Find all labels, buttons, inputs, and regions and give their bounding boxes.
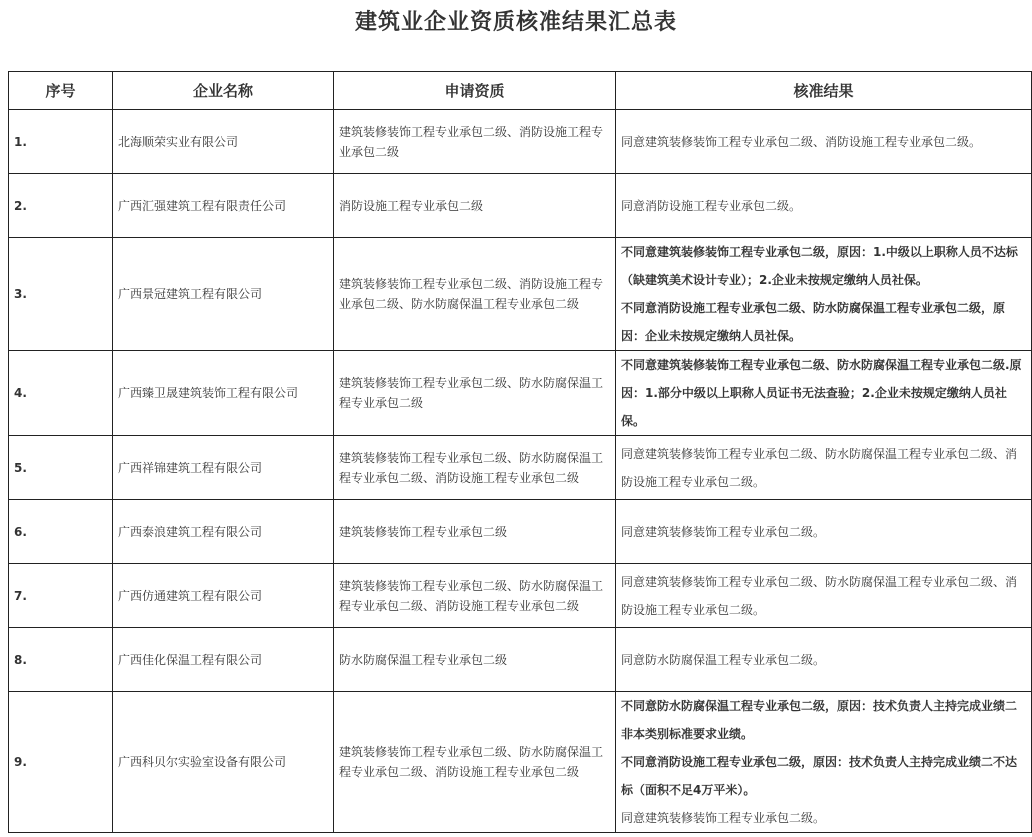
cell-application: 建筑装修装饰工程专业承包二级、防水防腐保温工程专业承包二级、消防设施工程专业承包二级: [334, 436, 616, 500]
cell-application: 防水防腐保温工程专业承包二级: [334, 628, 616, 692]
result-line: 同意消防设施工程专业承包二级。: [621, 198, 802, 213]
cell-no: 1.: [9, 110, 113, 174]
cell-company-name: 北海顺荣实业有限公司: [113, 110, 334, 174]
cell-company-name: 广西科贝尔实验室设备有限公司: [113, 692, 334, 833]
cell-application: 消防设施工程专业承包二级: [334, 174, 616, 238]
header-name: 企业名称: [113, 72, 334, 110]
cell-no: 6.: [9, 500, 113, 564]
cell-result: [616, 238, 1032, 351]
result-line: 同意建筑装修装饰工程专业承包二级。: [621, 811, 826, 825]
cell-company-name: 广西仿通建筑工程有限公司: [113, 564, 334, 628]
cell-company-name: 广西景冠建筑工程有限公司: [113, 238, 334, 351]
cell-company-name: 广西佳化保温工程有限公司: [113, 628, 334, 692]
page-title: 建筑业企业资质核准结果汇总表: [354, 9, 677, 35]
result-line: 同意防水防腐保温工程专业承包二级。: [621, 652, 826, 667]
table-row: [9, 692, 1032, 833]
result-table: [8, 71, 1032, 833]
cell-application: 建筑装修装饰工程专业承包二级、防水防腐保温工程专业承包二级、消防设施工程专业承包二级: [334, 692, 616, 833]
cell-result: [616, 436, 1032, 500]
cell-company-name: 广西泰浪建筑工程有限公司: [113, 500, 334, 564]
cell-application: 建筑装修装饰工程专业承包二级、防水防腐保温工程专业承包二级: [334, 351, 616, 436]
result-line: 不同意建筑装修装饰工程专业承包二级、防水防腐保温工程专业承包二级.原因：1.部分中级以上职称人员证书无法查验；2.企业未按规定缴纳人员社保。: [621, 358, 1022, 428]
result-line: 同意建筑装修装饰工程专业承包二级、防水防腐保温工程专业承包二级、消防设施工程专业承包二级。: [621, 446, 1018, 489]
cell-application: 建筑装修装饰工程专业承包二级: [334, 500, 616, 564]
cell-result: [616, 692, 1032, 833]
cell-application: 建筑装修装饰工程专业承包二级、防水防腐保温工程专业承包二级、消防设施工程专业承包二级: [334, 564, 616, 628]
cell-no: 8.: [9, 628, 113, 692]
cell-result: [616, 500, 1032, 564]
header-application: 申请资质: [334, 72, 616, 110]
table-row: [9, 436, 1032, 500]
header-result: 核准结果: [616, 72, 1032, 110]
cell-result: [616, 174, 1032, 238]
cell-no: 9.: [9, 692, 113, 833]
result-line: 不同意消防设施工程专业承包二级，原因：技术负责人主持完成业绩二不达标（面积不足4万平米）。: [621, 755, 1018, 797]
cell-result: [616, 628, 1032, 692]
cell-company-name: 广西汇强建筑工程有限责任公司: [113, 174, 334, 238]
table-row: [9, 628, 1032, 692]
cell-no: 5.: [9, 436, 113, 500]
cell-result: [616, 564, 1032, 628]
result-line: 同意建筑装修装饰工程专业承包二级、消防设施工程专业承包二级。: [621, 134, 982, 149]
result-line: 同意建筑装修装饰工程专业承包二级。: [621, 524, 826, 539]
table-row: [9, 500, 1032, 564]
cell-no: 2.: [9, 174, 113, 238]
table-row: [9, 351, 1032, 436]
result-line: 不同意建筑装修装饰工程专业承包二级，原因：1.中级以上职称人员不达标（缺建筑美术设计专业）；2.企业未按规定缴纳人员社保。: [621, 245, 1018, 287]
result-line: 不同意防水防腐保温工程专业承包二级，原因：技术负责人主持完成业绩二非本类别标准要求业绩。: [621, 699, 1018, 741]
result-line: 不同意消防设施工程专业承包二级、防水防腐保温工程专业承包二级，原因：企业未按规定缴纳人员社保。: [621, 301, 1006, 343]
table-row: [9, 174, 1032, 238]
header-no: 序号: [9, 72, 113, 110]
cell-no: 7.: [9, 564, 113, 628]
cell-result: [616, 110, 1032, 174]
table-row: [9, 564, 1032, 628]
table-header-row: [9, 72, 1032, 110]
cell-application: 建筑装修装饰工程专业承包二级、消防设施工程专业承包二级: [334, 110, 616, 174]
cell-result: [616, 351, 1032, 436]
cell-no: 3.: [9, 238, 113, 351]
cell-application: 建筑装修装饰工程专业承包二级、消防设施工程专业承包二级、防水防腐保温工程专业承包二级: [334, 238, 616, 351]
table-row: [9, 110, 1032, 174]
result-line: 同意建筑装修装饰工程专业承包二级、防水防腐保温工程专业承包二级、消防设施工程专业承包二级。: [621, 574, 1018, 617]
table-body: [9, 110, 1032, 833]
cell-company-name: 广西祥锦建筑工程有限公司: [113, 436, 334, 500]
cell-no: 4.: [9, 351, 113, 436]
table-row: [9, 238, 1032, 351]
cell-company-name: 广西臻卫晟建筑装饰工程有限公司: [113, 351, 334, 436]
